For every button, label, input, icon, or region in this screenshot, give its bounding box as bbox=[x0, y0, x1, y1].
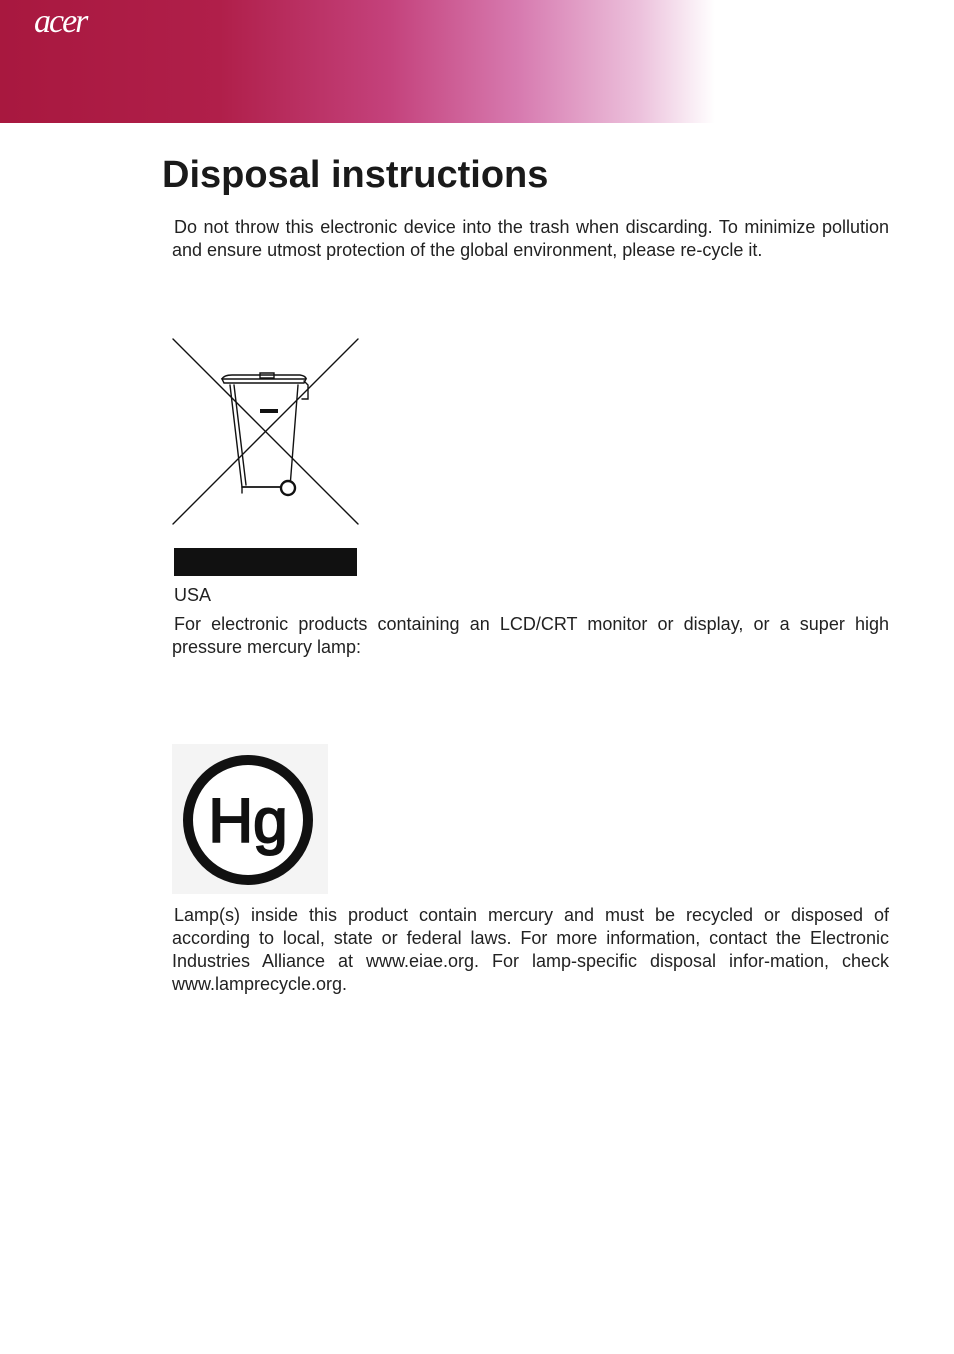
intro-paragraph: Do not throw this electronic device into the trash when discarding. To minimize pollution and ensure utmost protection of the global environment, please re-cycle it. bbox=[172, 217, 889, 260]
usa-paragraph: For electronic products containing an LCD/CRT monitor or display, or a super high pressure mercury lamp: bbox=[172, 614, 889, 657]
lamp-paragraph: Lamp(s) inside this product contain mercury and must be recycled or disposed of according to local, state or federal laws. For more information, contact the Electronic Industries Alliance at www.eiae.org. For lamp-specific disposal infor-mation, check www.lamprecycle.org. bbox=[172, 905, 889, 994]
header-band bbox=[0, 0, 954, 123]
weee-bar bbox=[174, 548, 357, 576]
page-title: Disposal instructions bbox=[162, 154, 549, 196]
mercury-symbol-text: Hg bbox=[208, 787, 288, 856]
region-label-usa: USA bbox=[174, 585, 212, 605]
acer-logo: acer bbox=[34, 3, 87, 40]
crossed-out-wheelie-bin-icon bbox=[172, 337, 360, 527]
mercury-hg-icon bbox=[172, 744, 328, 894]
